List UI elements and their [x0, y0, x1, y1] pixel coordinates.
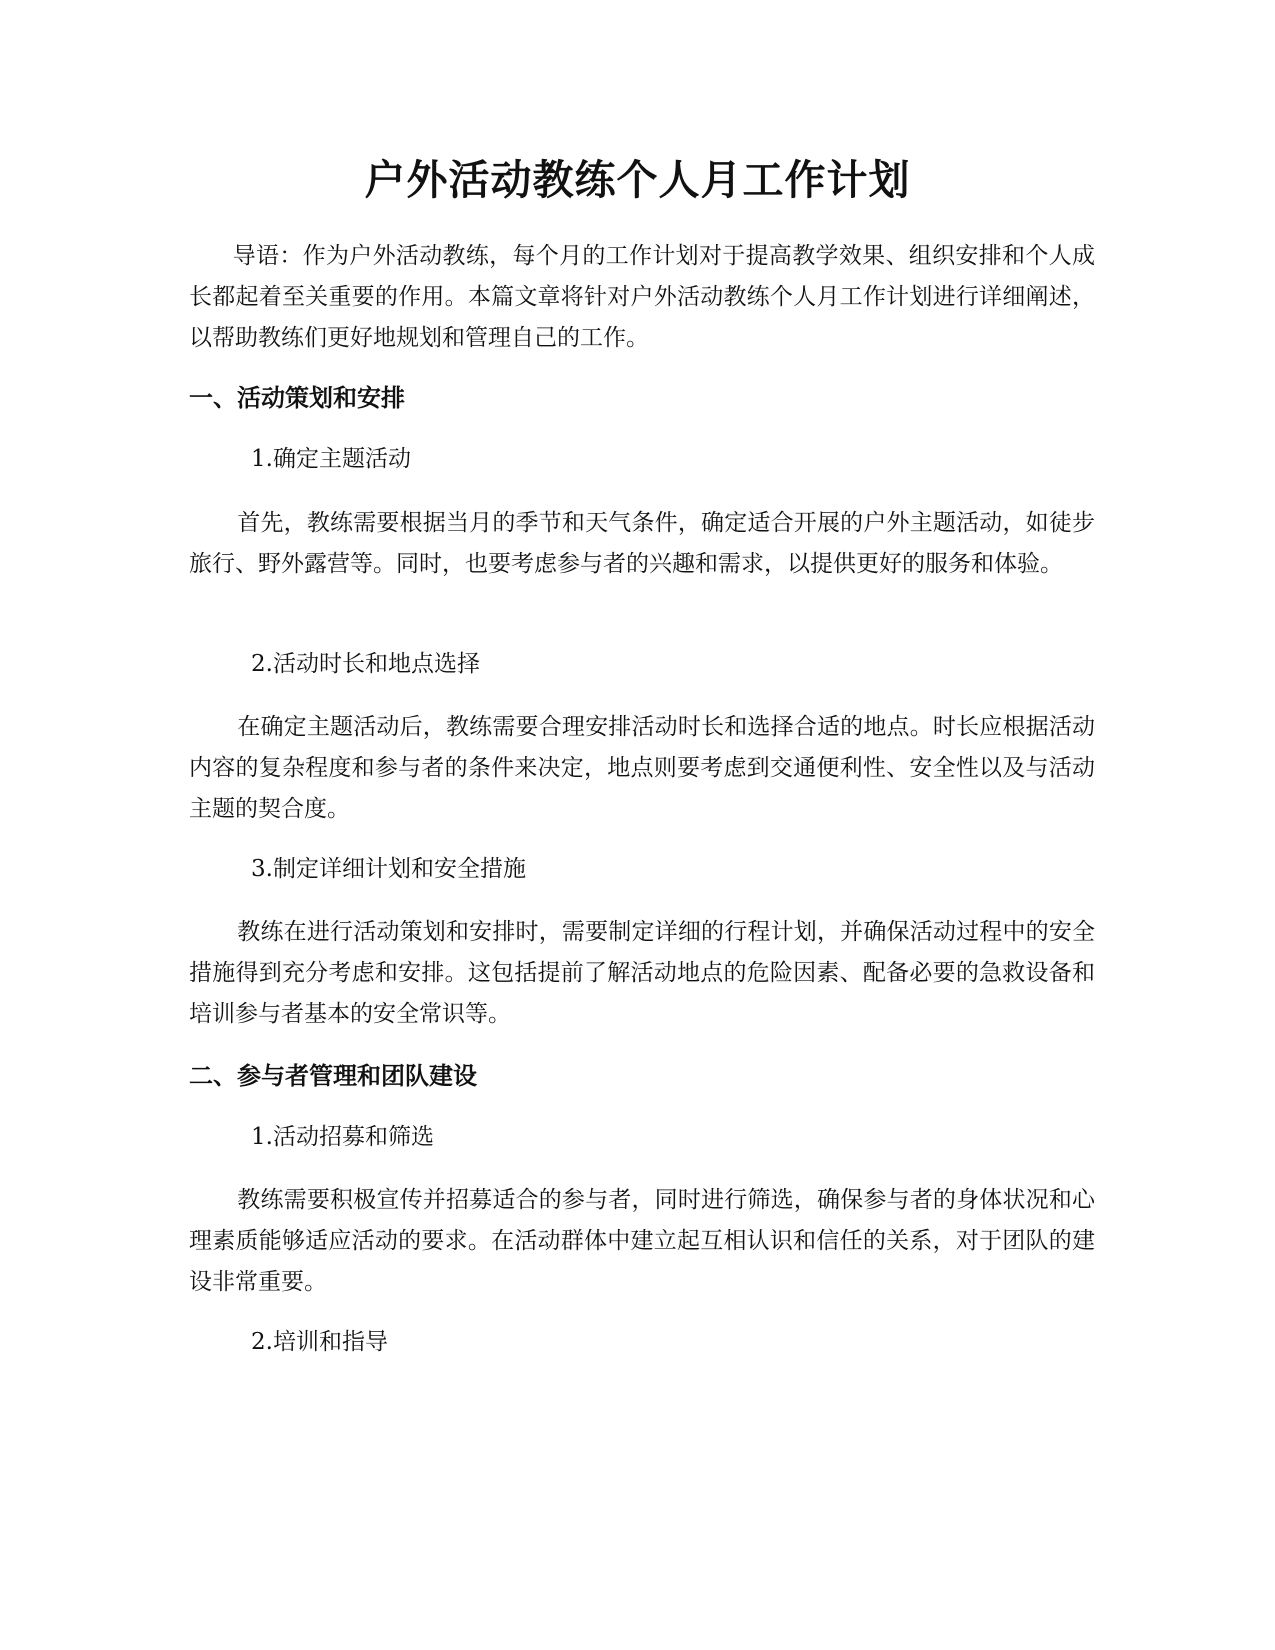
section-2-item-2-title: 2.培训和指导: [251, 1329, 388, 1355]
document-title: 户外活动教练个人月工作计划: [364, 156, 911, 204]
section-2-item-1-text: 教练需要积极宣传并招募适合的参与者，同时进行筛选，确保参与者的身体状况和心理素质能够适应活动的要求。在活动群体中建立起互相认识和信任的关系，对于团队的建设非常重要。: [189, 1187, 1095, 1295]
section-1-item-2-text: 在确定主题活动后，教练需要合理安排活动时长和选择合适的地点。时长应根据活动内容的复杂程度和参与者的条件来决定，地点则要考虑到交通便利性、安全性以及与活动主题的契合度。: [189, 714, 1095, 822]
section-2-item-1-title: 1.活动招募和筛选: [251, 1124, 434, 1150]
section-1-item-3-title: 3.制定详细计划和安全措施: [251, 856, 526, 882]
section-2-heading: 二、参与者管理和团队建设: [189, 1062, 477, 1090]
section-1-item-1-text: 首先，教练需要根据当月的季节和天气条件，确定适合开展的户外主题活动，如徒步旅行、野外露营等。同时，也要考虑参与者的兴趣和需求，以提供更好的服务和体验。: [189, 510, 1095, 577]
section-1-heading: 一、活动策划和安排: [189, 384, 405, 412]
section-1-item-2-title: 2.活动时长和地点选择: [251, 651, 480, 677]
intro-paragraph: 导语：作为户外活动教练，每个月的工作计划对于提高教学效果、组织安排和个人成长都起着至关重要的作用。本篇文章将针对户外活动教练个人月工作计划进行详细阐述，以帮助教练们更好地规划和管理自己的工作。: [189, 243, 1095, 351]
section-1-item-3-text: 教练在进行活动策划和安排时，需要制定详细的行程计划，并确保活动过程中的安全措施得到充分考虑和安排。这包括提前了解活动地点的危险因素、配备必要的急救设备和培训参与者基本的安全常识等。: [189, 919, 1095, 1027]
section-1-item-1-title: 1.确定主题活动: [251, 446, 411, 472]
